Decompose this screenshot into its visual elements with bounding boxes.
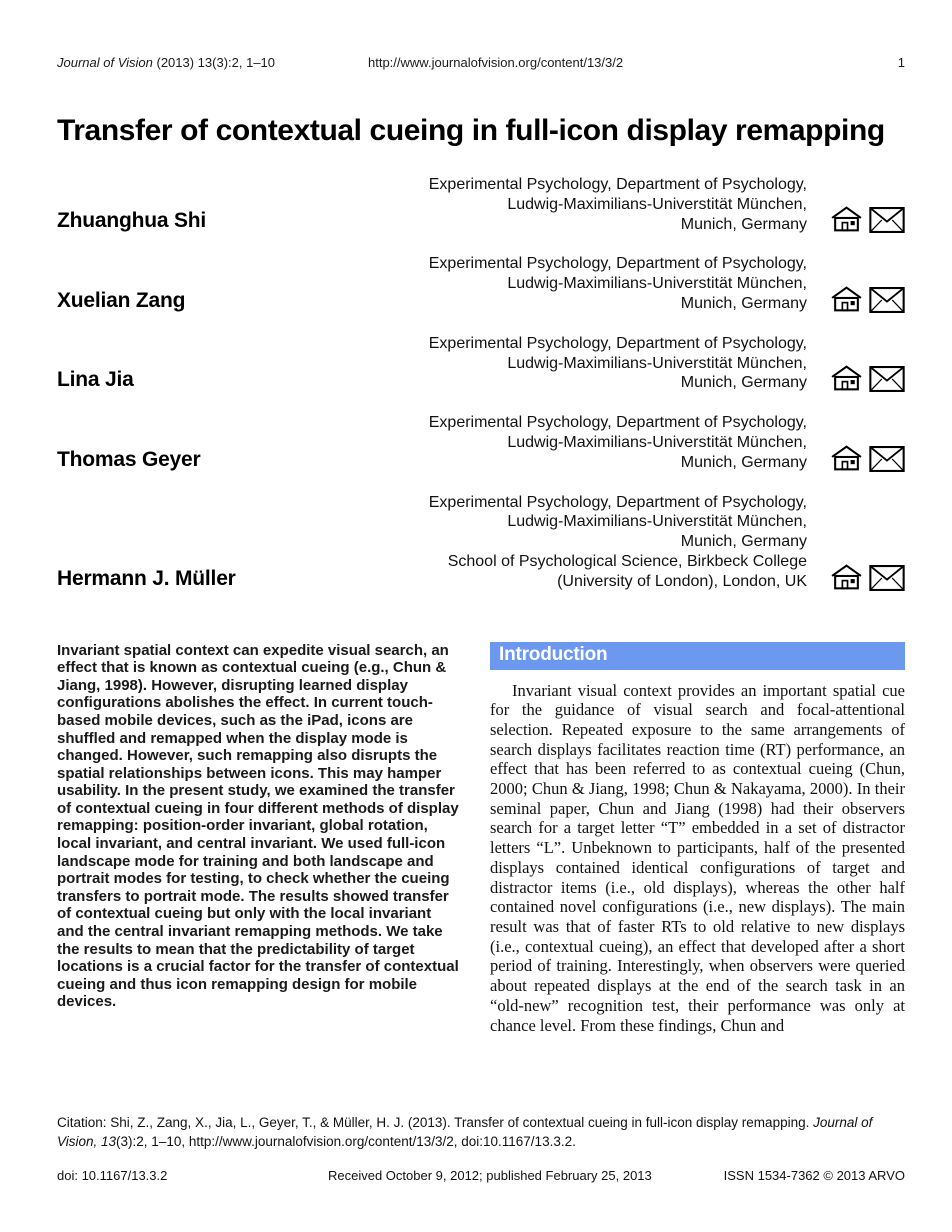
author-affiliation: Experimental Psychology, Department of Psychology, Ludwig-Maximilians-Universtität München, Munich, Germany [428,334,807,392]
doi-text: doi: 10.1167/13.3.2 [57,1168,168,1183]
author-affiliation: Experimental Psychology, Department of Psychology, Ludwig-Maximilians-Universtität München, Munich, Germany School of Psychological Science, Birkbeck College (University of London), London, UK [428,493,807,590]
mail-icon[interactable] [869,446,905,472]
page-title: Transfer of contextual cueing in full-icon display remapping [57,114,885,147]
author-links [825,364,905,393]
abstract-text: Invariant spatial context can expedite visual search, an effect that is known as contextual cueing (e.g., Chun & Jiang, 1998). However, disrupting learned display configurations abolishes the effect. In current touch-based mobile devices, such as the iPad, icons are shuffled and remapped when the display mode is changed. However, such remapping also disrupts the spatial relationships between icons. This may hamper usability. In the present study, we examined the transfer of contextual cueing in four different methods of display remapping: position-order invariant, global rotation, local invariant, and central invariant. We used full-icon landscape mode for training and both landscape and portrait modes for testing, to check whether the cueing transfers to portrait mode. The results showed transfer of contextual cueing but only with the local invariant and the central invariant remapping methods. We take the results to mean that the predictability of target locations is a crucial factor for the transfer of contextual cueing and thus icon remapping design for mobile devices. [57,641,459,1011]
author-name: Zhuanghua Shi [57,209,207,233]
author-name: Lina Jia [57,368,134,392]
article-url: http://www.journalofvision.org/content/13/3/2 [368,55,624,70]
journal-reference: Journal of Vision (2013) 13(3):2, 1–10 [57,55,276,70]
home-icon[interactable] [830,364,863,392]
received-published-text: Received October 9, 2012; published February 25, 2013 [328,1168,652,1183]
two-column-body [57,642,905,1036]
citation-journal-italic: Journal of Vision, 13 [57,1115,873,1149]
author-links [825,205,905,234]
author-links [825,285,905,314]
footer-row [57,1168,905,1183]
running-head [57,55,905,70]
mail-icon[interactable] [869,207,905,233]
citation-text: Citation: Shi, Z., Zang, X., Jia, L., Geyer, T., & Müller, H. J. (2013). Transfer of contextual cueing in full-icon display remapping. [57,1115,814,1130]
mail-icon[interactable] [869,366,905,392]
author-links [825,444,905,473]
page-number: 1 [897,55,905,70]
author-list [57,175,905,592]
mail-icon[interactable] [869,565,905,591]
home-icon[interactable] [830,285,863,313]
author-row [57,254,905,313]
author-name: Thomas Geyer [57,447,201,471]
citation-block [57,1114,905,1151]
author-affiliation: Experimental Psychology, Department of Psychology, Ludwig-Maximilians-Universtität München, Munich, Germany [428,414,807,471]
author-name: Hermann J. Müller [57,566,236,590]
section-heading-introduction: Introduction [490,642,905,670]
introduction-column [490,642,905,1036]
home-icon[interactable] [830,563,863,591]
author-links [825,563,905,592]
author-affiliation: Experimental Psychology, Department of Psychology, Ludwig-Maximilians-Universtität München, Munich, Germany [428,176,807,233]
author-row [57,493,905,592]
author-affiliation: Experimental Psychology, Department of Psychology, Ludwig-Maximilians-Universtität München, Munich, Germany [428,255,807,312]
introduction-paragraph: Invariant visual context provides an important spatial cue for the guidance of visual search and focal-attentional selection. Repeated exposure to the same arrangements of search displays facilitates reaction time (RT) performance, an effect that has been referred to as contextual cueing (Chun, 2000; Chun & Jiang, 1998; Chun & Nakayama, 2000). In their seminal paper, Chun and Jiang (1998) had their observers search for a target letter “T” embedded in a set of distractor letters “L”. Unbeknown to participants, half of the presented displays contained identical configurations of target and distractor items (i.e., old displays), whereas the other half contained novel configurations (i.e., new displays). The main result was that of faster RTs to old relative to new displays (i.e., contextual cueing), an effect that developed after a short period of training. Interestingly, when observers were queried about repeated displays at the end of the search task in an “old-new” recognition test, their performance was only at chance level. From these findings, Chun and [490,680,905,1035]
home-icon[interactable] [830,205,863,233]
author-row [57,413,905,472]
citation-text-rest: (3):2, 1–10, http://www.journalofvision.org/content/13/3/2, doi:10.1167/13.3.2. [116,1133,576,1149]
author-row [57,334,905,393]
author-row [57,175,905,234]
issn-text: ISSN 1534-7362 © 2013 ARVO [723,1168,905,1183]
mail-icon[interactable] [869,287,905,313]
home-icon[interactable] [830,444,863,472]
author-name: Xuelian Zang [57,288,186,312]
